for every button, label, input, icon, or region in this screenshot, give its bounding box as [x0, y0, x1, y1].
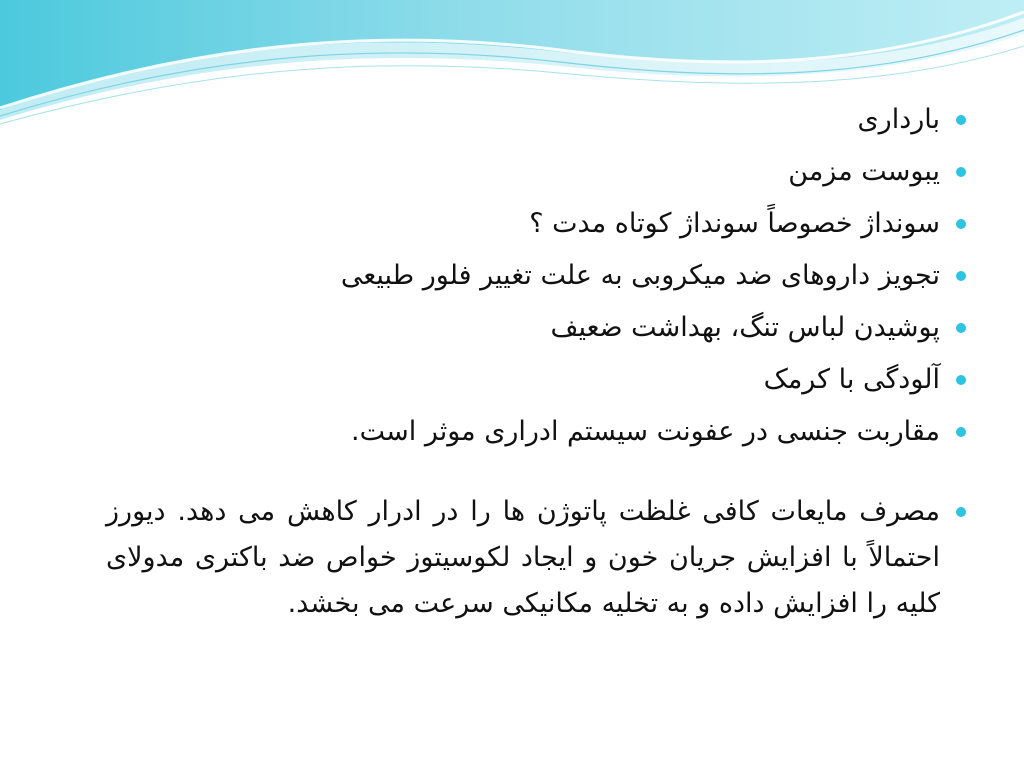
bullet-icon [956, 507, 966, 517]
bullet-icon [956, 167, 966, 177]
list-item [106, 94, 946, 146]
bullet-icon [956, 323, 966, 333]
list-item [106, 406, 946, 458]
list-item-text: آلودگی با کرمک [763, 364, 940, 395]
bullet-icon [956, 219, 966, 229]
list-item-text: یبوست مزمن [788, 156, 940, 187]
list-item-text: پوشیدن لباس تنگ، بهداشت ضعیف [550, 312, 940, 343]
bullet-icon [956, 271, 966, 281]
list-item-text: سونداژ خصوصاً سونداژ کوتاه مدت ؟ [529, 208, 940, 239]
bullet-icon [956, 427, 966, 437]
list-item-text: مصرف مایعات کافی غلظت پاتوژن ها را در ادرار کاهش می دهد. دیورز احتمالاً با افزایش جریان خون و ایجاد لکوسیتوز خواص ضد باکتری مدولای کلیه را افزایش داده و به تخلیه مکانیکی سرعت می بخشد. [106, 496, 940, 619]
list-item-text: مقاربت جنسی در عفونت سیستم ادراری موثر است. [351, 416, 940, 447]
list-item-text: بارداری [857, 104, 940, 135]
bullet-icon [956, 375, 966, 385]
list-item [106, 302, 946, 354]
list-item [106, 146, 946, 198]
list-item [106, 354, 946, 406]
list-item [106, 489, 946, 627]
list-item-text: تجویز داروهای ضد میکروبی به علت تغییر فلور طبیعی [340, 260, 940, 291]
bullet-list [106, 94, 946, 627]
list-item [106, 198, 946, 250]
bullet-icon [956, 115, 966, 125]
list-item [106, 250, 946, 302]
